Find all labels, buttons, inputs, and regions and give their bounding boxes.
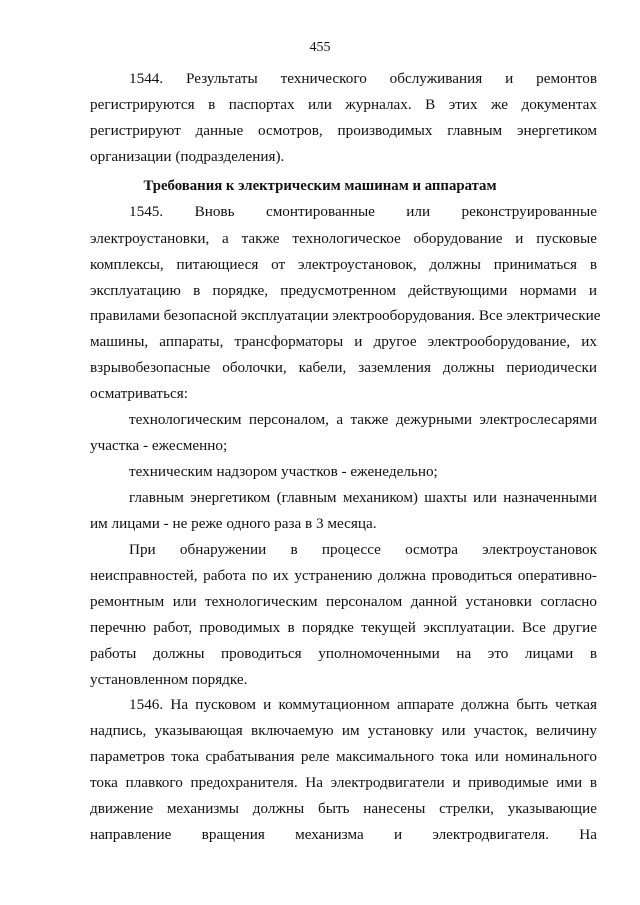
text-line: 1545. Вновь смонтированные или реконструированные (129, 203, 597, 220)
text-line: комплексы, питающиеся от электроустановок, должны приниматься в (90, 256, 597, 273)
text-line: При обнаружении в процессе осмотра электроустановок (129, 541, 597, 558)
text-line: машины, аппараты, трансформаторы и другое электрооборудование, их (90, 333, 597, 350)
text-line: взрывобезопасные оболочки, кабели, заземления должны периодически (90, 359, 597, 376)
text-line: регистрируются в паспортах или журналах. В этих же документах (90, 96, 597, 113)
text-line: направление вращения механизма и электродвигателя. На (90, 826, 597, 843)
text-line: организации (подразделения). (90, 148, 285, 165)
text-line: главным энергетиком (главным механиком) шахты или назначенными (129, 489, 597, 506)
text-line: установленном порядке. (90, 671, 248, 688)
text-line: участка - ежесменно; (90, 437, 228, 454)
text-line: регистрируют данные осмотров, производимых главным энергетиком (90, 122, 597, 139)
page-number: 455 (309, 40, 331, 55)
text-line: электроустановки, а также технологическое оборудование и пусковые (90, 230, 597, 247)
text-line: технологическим персоналом, а также дежурными электрослесарями (129, 411, 597, 428)
text-line: перечню работ, проводимых в порядке текущей эксплуатации. Все другие (90, 619, 597, 636)
text-line: эксплуатацию в порядке, предусмотренном действующими нормами и (90, 282, 597, 299)
text-line: параметров тока срабатывания реле максимального тока или номинального (90, 748, 597, 765)
text-line: правилами безопасной эксплуатации электрооборудования. Все электрические (90, 307, 601, 324)
text-line: движение механизмы должны быть нанесены стрелки, указывающие (90, 800, 597, 817)
text-line: им лицами - не реже одного раза в 3 месяца. (90, 515, 377, 532)
text-line: тока плавкого предохранителя. На электродвигатели и приводимые ими в (90, 774, 597, 791)
text-line: осматриваться: (90, 385, 188, 402)
text-line: работы должны проводиться уполномоченными на это лицами в (90, 645, 597, 662)
text-line: 1544. Результаты технического обслуживания и ремонтов (129, 70, 597, 87)
text-line: техническим надзором участков - еженедельно; (129, 463, 438, 480)
section-heading: Требования к электрическим машинам и аппаратам (143, 178, 497, 194)
text-line: надпись, указывающая включаемую им установку или участок, величину (90, 722, 597, 739)
text-line: ремонтным или технологическим персоналом данной установки согласно (90, 593, 597, 610)
text-line: неисправностей, работа по их устранению должна проводиться оперативно- (90, 567, 597, 584)
text-line: 1546. На пусковом и коммутационном аппарате должна быть четкая (129, 696, 597, 713)
